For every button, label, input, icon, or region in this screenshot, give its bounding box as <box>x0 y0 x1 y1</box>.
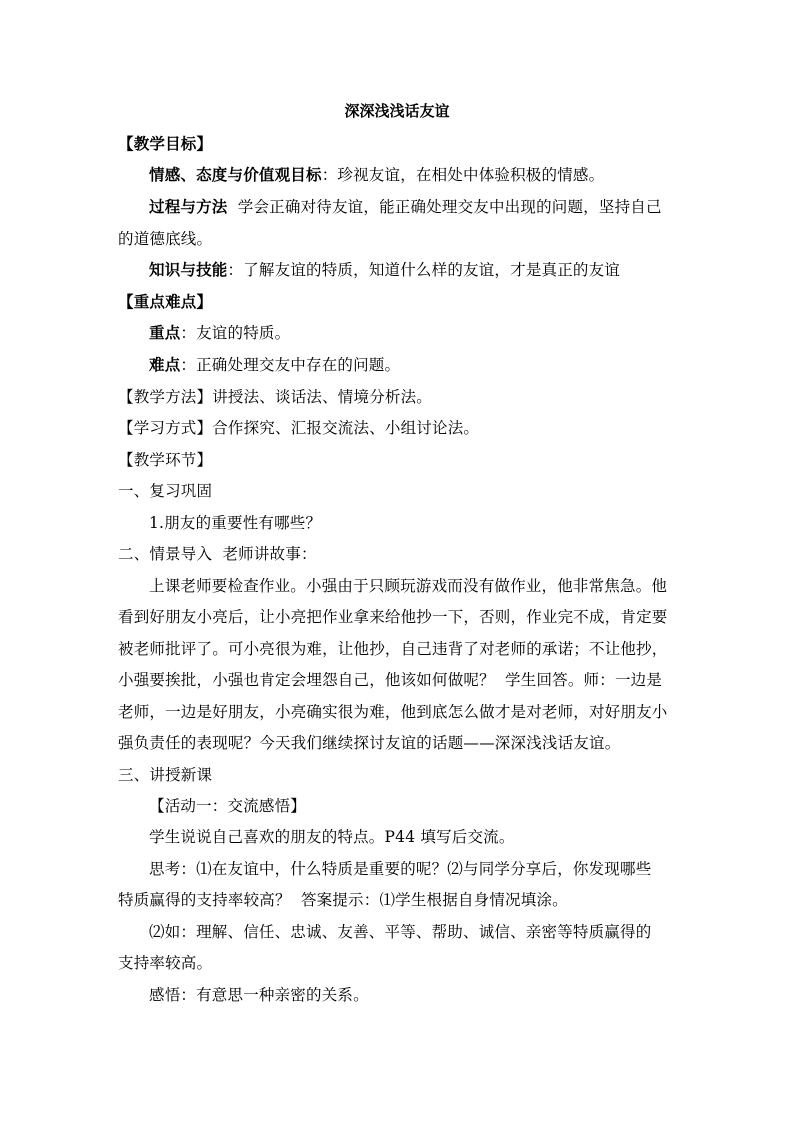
knowledge-objective <box>149 259 678 281</box>
key-label: 重点 <box>149 323 181 342</box>
think-question-cont: 特质赢得的支持率较高？ 答案提示：⑴学生根据自身情况填涂。 <box>118 891 568 909</box>
story-line: 强负责任的表现呢？今天我们继续探讨友谊的话题——深深浅浅话友谊。 <box>118 734 621 752</box>
objectives-heading: 【教学目标】 <box>118 134 213 153</box>
process-label: 过程与方法 <box>149 197 228 216</box>
story-line: 上课老师要检查作业。小强由于只顾玩游戏而没有做作业，他非常焦急。他 <box>149 577 668 595</box>
key-text: ：友谊的特质。 <box>180 324 291 342</box>
answer-hint-cont: 支持率较高。 <box>118 954 213 972</box>
feeling-text: 感悟：有意思一种亲密的关系。 <box>149 986 369 1004</box>
emotion-text: ：珍视友谊，在相处中体验积极的情感。 <box>321 166 605 184</box>
think-question: 思考：⑴在友谊中，什么特质是重要的呢？⑵与同学分享后，你发现哪些 <box>149 860 652 878</box>
activity-one-text: 学生说说自己喜欢的朋友的特点。P44 填写后交流。 <box>149 828 515 846</box>
study-method: 【学习方式】合作探究、汇报交流法、小组讨论法。 <box>118 419 480 437</box>
story-line: 被老师批评了。可小亮很为难，让他抄，自己违背了对老师的承诺；不让他抄， <box>118 640 668 658</box>
story-line: 老师，一边是好朋友，小亮确实很为难，他到底怎么做才是对老师，对好朋友小 <box>118 703 668 721</box>
section-review: 一、复习巩固 <box>118 482 213 500</box>
document-title: 深深浅浅话友谊 <box>344 102 450 120</box>
knowledge-label: 知识与技能 <box>149 260 228 279</box>
activity-one-heading: 【活动一：交流感悟】 <box>149 797 307 815</box>
emotion-objective <box>149 164 678 186</box>
emotion-label: 情感、态度与价值观目标 <box>149 165 322 184</box>
review-question: 1.朋友的重要性有哪些？ <box>149 514 322 532</box>
teaching-method: 【教学方法】讲授法、谈话法、情境分析法。 <box>118 388 433 406</box>
process-text: 学会正确对待友谊，能正确处理交友中出现的问题，坚持自己 <box>227 198 662 216</box>
answer-hint: ⑵如：理解、信任、忠诚、友善、平等、帮助、诚信、亲密等特质赢得的 <box>149 923 652 941</box>
section-intro: 二、情景导入 老师讲故事： <box>118 545 317 563</box>
difficulty-point <box>149 354 678 376</box>
section-new-lesson: 三、讲授新课 <box>118 766 213 784</box>
key-difficulty-heading: 【重点难点】 <box>118 292 213 311</box>
key-point <box>149 322 678 344</box>
process-objective <box>149 196 678 218</box>
knowledge-text: ：了解友谊的特质，知道什么样的友谊，才是真正的友谊 <box>227 261 621 279</box>
difficulty-label: 难点 <box>149 355 181 374</box>
teaching-steps-heading: 【教学环节】 <box>118 451 213 469</box>
difficulty-text: ：正确处理交友中存在的问题。 <box>180 356 401 374</box>
story-line: 小强要挨批，小强也肯定会埋怨自己，他该如何做呢？ 学生回答。师：一边是 <box>118 671 663 689</box>
story-line: 看到好朋友小亮后，让小亮把作业拿来给他抄一下，否则，作业完不成，肯定要 <box>118 608 668 626</box>
process-objective-cont: 的道德底线。 <box>118 230 213 248</box>
